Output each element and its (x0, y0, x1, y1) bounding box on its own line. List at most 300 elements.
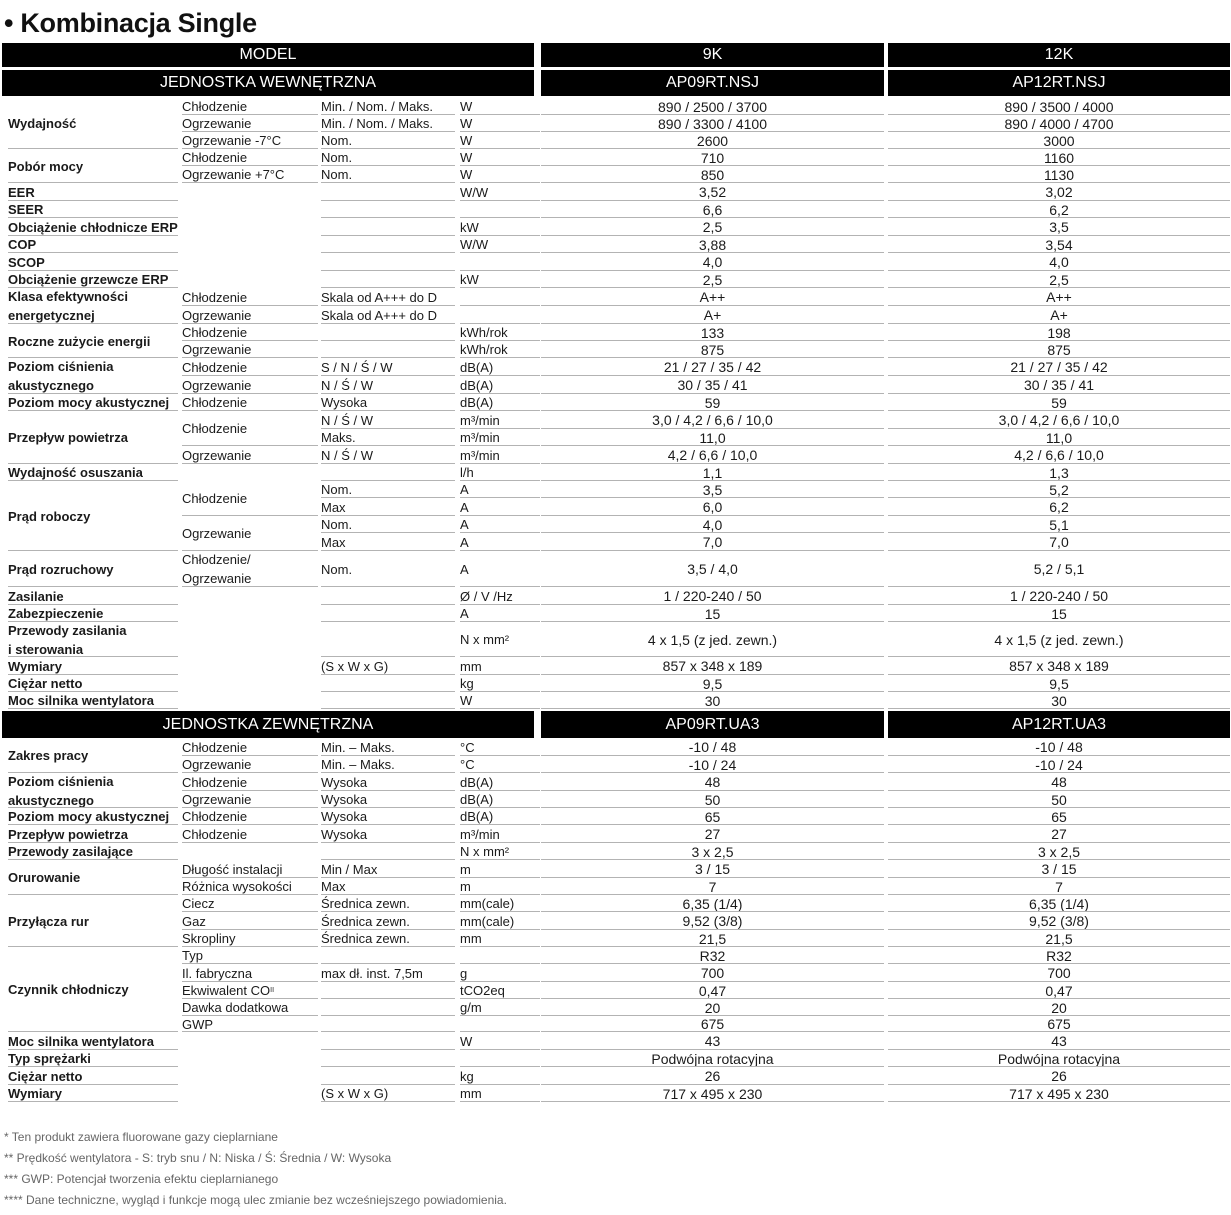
table-row (0, 149, 1231, 174)
sub-label: Chłodzenie (182, 773, 318, 791)
value-12k: R32 (888, 947, 1230, 964)
table-row (0, 1067, 1231, 1085)
value-12k: 15 (888, 605, 1230, 622)
param-label: Zasilanie (8, 587, 178, 605)
value-9k: 6,35 (1/4) (541, 895, 884, 912)
mode-label (321, 236, 455, 253)
value-12k: 890 / 4000 / 4700 (888, 115, 1230, 132)
unit-label: W (460, 166, 540, 183)
table-row (0, 306, 1231, 324)
value-9k: 4,2 / 6,6 / 10,0 (541, 446, 884, 464)
unit-label: dB(A) (460, 376, 540, 394)
value-12k: 6,2 (888, 201, 1230, 218)
footnotes (4, 1129, 507, 1213)
value-9k: 21 / 27 / 35 / 42 (541, 358, 884, 376)
unit-label: W (460, 115, 540, 132)
unit-label: mm(cale) (460, 895, 540, 912)
sub-label (182, 982, 318, 999)
sub-label: Ogrzewanie (182, 115, 318, 132)
sub-label: Ogrzewanie (182, 516, 318, 551)
mode-label (321, 605, 455, 622)
param-label: Obciążenie chłodnicze ERP (8, 219, 178, 235)
param-label: Wydajność osuszania (8, 464, 178, 481)
unit-label: dB(A) (460, 808, 540, 825)
value-12k: Podwójna rotacyjna (888, 1050, 1230, 1067)
value-9k: 6,6 (541, 201, 884, 218)
sub-label: Ogrzewanie (182, 341, 318, 358)
value-12k: 21 / 27 / 35 / 42 (888, 358, 1230, 376)
value-9k: 1 / 220-240 / 50 (541, 587, 884, 605)
value-12k: 65 (888, 808, 1230, 825)
value-12k: 717 x 495 x 230 (888, 1085, 1230, 1102)
param-label-line: Klasa efektywności (8, 289, 128, 304)
table-row (0, 738, 1231, 763)
table-row (0, 843, 1231, 860)
value-9k: 4 x 1,5 (z jed. zewn.) (541, 622, 884, 657)
param-label: Zakres pracy (8, 738, 178, 773)
mode-label: S / N / Ś / W (321, 358, 455, 376)
unit-label: kg (460, 1067, 540, 1085)
unit-label (460, 253, 540, 271)
table-row (0, 115, 1231, 132)
param-label: COP (8, 236, 178, 253)
param-label (8, 622, 178, 657)
param-label-line: Poziom ciśnienia (8, 359, 114, 374)
value-9k: 15 (541, 605, 884, 622)
value-9k: 4,0 (541, 516, 884, 533)
indoor-header: JEDNOSTKA WEWNĘTRZNA (2, 70, 534, 96)
param-label: Pobór mocy (8, 149, 178, 183)
indoor-9k-header: AP09RT.NSJ (541, 70, 884, 96)
mode-label: Nom. (321, 132, 455, 149)
mode-label: Skala od A+++ do D (321, 288, 455, 306)
table-row (0, 446, 1231, 464)
unit-label: Ø / V /Hz (460, 587, 540, 605)
value-9k: 3 / 15 (541, 860, 884, 878)
value-9k: 20 (541, 999, 884, 1016)
unit-label: W (460, 692, 540, 709)
table-row (0, 605, 1231, 622)
value-9k: 133 (541, 324, 884, 341)
value-9k: 11,0 (541, 429, 884, 446)
unit-label: dB(A) (460, 394, 540, 411)
unit-label: A (460, 498, 540, 516)
sub-label: Chłodzenie (182, 324, 318, 341)
sub-label: Ogrzewanie +7°C (182, 166, 318, 183)
sub-label: Ogrzewanie (182, 376, 318, 394)
table-row (0, 692, 1231, 709)
table-row (0, 1085, 1231, 1102)
value-9k: 700 (541, 964, 884, 982)
mode-label: Wysoka (321, 773, 455, 791)
value-12k: 4,2 / 6,6 / 10,0 (888, 446, 1230, 464)
value-12k: 59 (888, 394, 1230, 411)
value-9k: 2,5 (541, 218, 884, 236)
unit-label: mm(cale) (460, 912, 540, 930)
mode-label (321, 324, 455, 341)
table-row (0, 657, 1231, 675)
mode-label (321, 1016, 455, 1032)
param-label: SEER (8, 201, 178, 218)
table-row (0, 429, 1231, 446)
model-header: MODEL (2, 43, 534, 67)
value-9k: 710 (541, 149, 884, 166)
unit-label: m³/min (460, 446, 540, 464)
sub-label: Chłodzenie (182, 825, 318, 843)
value-9k: -10 / 48 (541, 738, 884, 756)
value-12k: -10 / 48 (888, 738, 1230, 756)
mode-label: Skala od A+++ do D (321, 306, 455, 324)
table-row (0, 464, 1231, 481)
mode-label: Min. – Maks. (321, 738, 455, 756)
unit-label: N x mm² (460, 622, 540, 657)
value-12k: 43 (888, 1032, 1230, 1050)
param-label-line: Przewody zasilania (8, 622, 127, 638)
unit-label (460, 947, 540, 964)
value-12k: 5,1 (888, 516, 1230, 533)
page-title: • Kombinacja Single (4, 8, 257, 38)
param-label-line: akustycznego (8, 792, 94, 808)
param-label: Roczne zużycie energii (8, 324, 178, 358)
mode-label: Max (321, 498, 455, 516)
footnote: *** GWP: Potencjał tworzenia efektu cieplarnianego (4, 1172, 279, 1186)
value-12k: 198 (888, 324, 1230, 341)
value-12k: 3000 (888, 132, 1230, 149)
unit-label (460, 201, 540, 218)
mode-label (321, 341, 455, 358)
value-12k: 1160 (888, 149, 1230, 166)
unit-label: mm (460, 930, 540, 947)
value-9k: A+ (541, 306, 884, 324)
value-12k: -10 / 24 (888, 756, 1230, 773)
table-row (0, 1032, 1231, 1050)
value-9k: 2600 (541, 132, 884, 149)
sub-label: Chłodzenie (182, 394, 318, 411)
unit-label: kg (460, 675, 540, 692)
mode-label: (S x W x G) (321, 657, 455, 675)
value-12k: 857 x 348 x 189 (888, 657, 1230, 675)
mode-label (321, 947, 455, 964)
param-label: Ciężar netto (8, 1067, 178, 1085)
value-9k: 3,5 (541, 481, 884, 498)
table-row (0, 587, 1231, 605)
table-row (0, 930, 1231, 947)
table-row (0, 498, 1231, 516)
value-9k: 30 / 35 / 41 (541, 376, 884, 394)
table-row (0, 912, 1231, 930)
param-label: Prąd roboczy (8, 481, 178, 551)
mode-label: Wysoka (321, 808, 455, 825)
value-12k: 9,52 (3/8) (888, 912, 1230, 930)
mode-label (321, 1032, 455, 1050)
mode-label: Min. – Maks. (321, 756, 455, 773)
mode-label (321, 1067, 455, 1085)
value-12k: 27 (888, 825, 1230, 843)
param-label: Wydajność (8, 98, 178, 149)
sub-label: Chłodzenie (182, 98, 318, 115)
unit-label: mm (460, 657, 540, 675)
unit-label: m (460, 860, 540, 878)
param-label: Przewody zasilające (8, 843, 178, 860)
param-label-line: akustycznego (8, 378, 94, 393)
sub-label: Chłodzenie (182, 808, 318, 825)
value-9k: 7,0 (541, 533, 884, 551)
mode-label: Max (321, 878, 455, 895)
value-9k: -10 / 24 (541, 756, 884, 773)
value-12k: 1 / 220-240 / 50 (888, 587, 1230, 605)
value-9k: 4,0 (541, 253, 884, 271)
table-row (0, 132, 1231, 149)
mode-label: Wysoka (321, 791, 455, 808)
mode-label: Średnica zewn. (321, 930, 455, 947)
table-row (0, 253, 1231, 271)
table-row (0, 166, 1231, 183)
table-row (0, 341, 1231, 358)
sub-label: Chłodzenie (182, 738, 318, 756)
value-9k: 3,5 / 4,0 (541, 551, 884, 587)
table-row (0, 376, 1231, 394)
table-row (0, 982, 1231, 999)
table-row (0, 808, 1231, 825)
mode-label: N / Ś / W (321, 446, 455, 464)
param-label: SCOP (8, 253, 178, 271)
mode-label: Nom. (321, 166, 455, 183)
unit-label: dB(A) (460, 773, 540, 791)
mode-label (321, 201, 455, 218)
unit-label: A (460, 533, 540, 551)
unit-label: W (460, 98, 540, 115)
unit-label: W (460, 132, 540, 149)
value-12k: 5,2 / 5,1 (888, 551, 1230, 587)
param-label: Obciążenie grzewcze ERP (8, 271, 178, 288)
table-row (0, 201, 1231, 218)
model-9k-header: 9K (541, 43, 884, 67)
value-9k: 890 / 2500 / 3700 (541, 98, 884, 115)
param-label: Wymiary (8, 657, 178, 675)
mode-label: Wysoka (321, 825, 455, 843)
value-9k: 48 (541, 773, 884, 791)
mode-label (321, 999, 455, 1016)
value-9k: 50 (541, 791, 884, 808)
param-label: Czynnik chłodniczy (8, 947, 178, 1032)
unit-label (460, 1050, 540, 1067)
table-row (0, 964, 1231, 982)
param-label-line: i sterowania (8, 641, 84, 657)
footnote: **** Dane techniczne, wygląd i funkcje mogą ulec zmianie bez wcześniejszego powiadomienia. (4, 1193, 507, 1207)
mode-label: Max (321, 533, 455, 551)
table-row (0, 236, 1231, 253)
param-label-line: energetycznej (8, 308, 95, 323)
param-label: Orurowanie (8, 860, 178, 895)
co2-subscript: II (270, 987, 275, 994)
mode-label: Maks. (321, 429, 455, 446)
sub-label: Il. fabryczna (182, 964, 318, 982)
sub-label: Ogrzewanie (182, 791, 318, 808)
table-row (0, 516, 1231, 541)
mode-label (321, 587, 455, 605)
unit-label: kWh/rok (460, 324, 540, 341)
table-row (0, 825, 1231, 843)
sub-label: Chłodzenie (182, 149, 318, 166)
unit-label: tCO2eq (460, 982, 540, 999)
mode-label (321, 692, 455, 709)
sub-label: Różnica wysokości (182, 878, 318, 895)
sub-label: Ogrzewanie (182, 306, 318, 324)
unit-label: m³/min (460, 825, 540, 843)
unit-label: dB(A) (460, 791, 540, 808)
value-9k: R32 (541, 947, 884, 964)
mode-label: Nom. (321, 516, 455, 533)
sub-label-line: Ogrzewanie (182, 571, 252, 586)
value-12k: 20 (888, 999, 1230, 1016)
value-9k: 0,47 (541, 982, 884, 999)
mode-label: Min. / Nom. / Maks. (321, 98, 455, 115)
mode-label: N / Ś / W (321, 376, 455, 394)
unit-label: g (460, 964, 540, 982)
mode-label: Nom. (321, 551, 455, 587)
unit-label: A (460, 551, 540, 587)
value-9k: 850 (541, 166, 884, 183)
outdoor-9k-header: AP09RT.UA3 (541, 711, 884, 738)
mode-label (321, 464, 455, 481)
unit-label: A (460, 481, 540, 498)
table-row (0, 756, 1231, 773)
unit-label: W (460, 1032, 540, 1050)
table-row (0, 1050, 1231, 1067)
table-row (0, 878, 1231, 895)
value-9k: 3,88 (541, 236, 884, 253)
unit-label (460, 306, 540, 324)
value-12k: 3 x 2,5 (888, 843, 1230, 860)
mode-label (321, 218, 455, 236)
table-row (0, 394, 1231, 411)
value-9k: 27 (541, 825, 884, 843)
param-label: Przepływ powietrza (8, 411, 178, 464)
value-12k: 3,02 (888, 183, 1230, 201)
value-12k: 4 x 1,5 (z jed. zewn.) (888, 622, 1230, 657)
value-12k: 4,0 (888, 253, 1230, 271)
value-9k: 675 (541, 1016, 884, 1032)
unit-label: N x mm² (460, 843, 540, 860)
param-label: Typ sprężarki (8, 1050, 178, 1067)
sub-label: Gaz (182, 912, 318, 930)
mode-label (321, 982, 455, 999)
mode-label (321, 843, 455, 860)
mode-label (321, 622, 455, 657)
sub-label: Ciecz (182, 895, 318, 912)
sub-label: Ogrzewanie (182, 446, 318, 464)
table-row (0, 622, 1231, 657)
value-12k: A+ (888, 306, 1230, 324)
value-12k: 48 (888, 773, 1230, 791)
value-12k: A++ (888, 288, 1230, 306)
value-12k: 50 (888, 791, 1230, 808)
value-12k: 1,3 (888, 464, 1230, 481)
mode-label: Średnica zewn. (321, 895, 455, 912)
table-row (0, 218, 1231, 236)
unit-label: kW (460, 271, 540, 288)
unit-label: m³/min (460, 429, 540, 446)
table-row (0, 791, 1231, 808)
mode-label: (S x W x G) (321, 1085, 455, 1102)
param-label: Prąd rozruchowy (8, 551, 178, 587)
unit-label: A (460, 605, 540, 622)
value-12k: 0,47 (888, 982, 1230, 999)
value-12k: 890 / 3500 / 4000 (888, 98, 1230, 115)
mode-label (321, 253, 455, 271)
param-label: Poziom mocy akustycznej (8, 394, 178, 411)
sub-label: Ogrzewanie (182, 756, 318, 773)
unit-label (460, 1016, 540, 1032)
value-9k: 21,5 (541, 930, 884, 947)
table-row (0, 860, 1231, 885)
outdoor-header: JEDNOSTKA ZEWNĘTRZNA (2, 711, 534, 738)
unit-label: g/m (460, 999, 540, 1016)
mode-label (321, 183, 455, 201)
indoor-12k-header: AP12RT.NSJ (888, 70, 1230, 96)
mode-label (321, 675, 455, 692)
mode-label (321, 271, 455, 288)
unit-label: W/W (460, 236, 540, 253)
value-9k: 9,5 (541, 675, 884, 692)
sub-label: Długość instalacji (182, 860, 318, 878)
value-9k: 3,0 / 4,2 / 6,6 / 10,0 (541, 411, 884, 429)
value-12k: 675 (888, 1016, 1230, 1032)
unit-label: m (460, 878, 540, 895)
unit-label: mm (460, 1085, 540, 1102)
unit-label: m³/min (460, 411, 540, 429)
sub-label: Dawka dodatkowa (182, 999, 318, 1016)
table-row (0, 533, 1231, 551)
value-9k: 857 x 348 x 189 (541, 657, 884, 675)
outdoor-12k-header: AP12RT.UA3 (888, 711, 1230, 738)
value-12k: 6,35 (1/4) (888, 895, 1230, 912)
sub-label: Chłodzenie (182, 288, 318, 306)
sub-label: Chłodzenie (182, 481, 318, 516)
footnote: ** Prędkość wentylatora - S: tryb snu / N: Niska / Ś: Średnia / W: Wysoka (4, 1151, 392, 1165)
value-12k: 9,5 (888, 675, 1230, 692)
param-label: Przepływ powietrza (8, 825, 178, 843)
table-row (0, 271, 1231, 288)
value-9k: 890 / 3300 / 4100 (541, 115, 884, 132)
param-label: Poziom mocy akustycznej (8, 808, 178, 825)
sub-label: Ogrzewanie -7°C (182, 132, 318, 149)
unit-label: kW (460, 218, 540, 236)
value-9k: 1,1 (541, 464, 884, 481)
unit-label (460, 288, 540, 306)
param-label-line: Poziom ciśnienia (8, 773, 114, 789)
param-label: Wymiary (8, 1085, 178, 1102)
value-12k: 3 / 15 (888, 860, 1230, 878)
param-label: Ciężar netto (8, 675, 178, 692)
param-label: Moc silnika wentylatora (8, 1032, 178, 1050)
param-label: Zabezpieczenie (8, 605, 178, 622)
value-9k: 7 (541, 878, 884, 895)
sub-label (182, 551, 318, 587)
table-row (0, 551, 1231, 587)
sub-label: Skropliny (182, 930, 318, 947)
value-12k: 5,2 (888, 481, 1230, 498)
value-9k: 30 (541, 692, 884, 709)
value-9k: 2,5 (541, 271, 884, 288)
param-label: Przyłącza rur (8, 895, 178, 947)
mode-label (321, 1050, 455, 1067)
mode-label: Średnica zewn. (321, 912, 455, 930)
value-12k: 6,2 (888, 498, 1230, 516)
value-12k: 30 (888, 692, 1230, 709)
mode-label: Min / Max (321, 860, 455, 878)
value-12k: 11,0 (888, 429, 1230, 446)
